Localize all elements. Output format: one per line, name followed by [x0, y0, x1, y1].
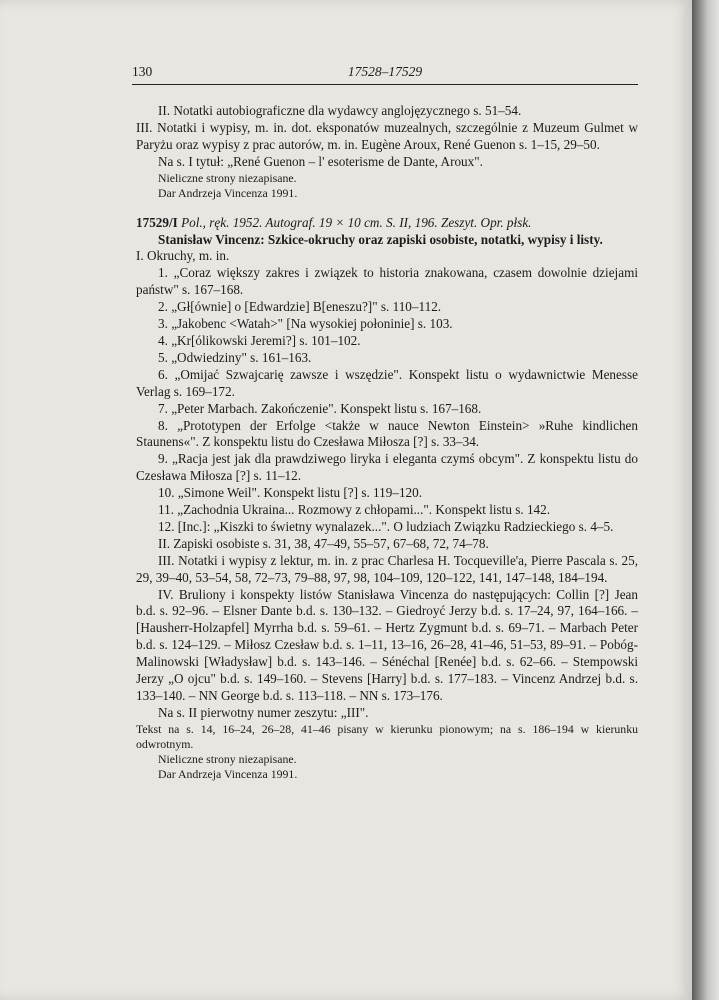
- entry-gap: [136, 201, 638, 215]
- list-item: 11. „Zachodnia Ukraina... Rozmowy z chłopami...". Konspekt listu s. 142.: [158, 502, 551, 518]
- entry-note: Nieliczne strony niezapisane.: [158, 170, 297, 185]
- list-item: 9. „Racja jest jak dla prawdziwego liryka i eleganta czymś obcym". Z konspektu listu do Czesława Miłosza [?] s. 11–12.: [136, 451, 638, 484]
- entry-note: Dar Andrzeja Vincenza 1991.: [158, 766, 298, 781]
- entry-line: III. Notatki i wypisy, m. in. dot. eksponatów muzealnych, szczególnie z Muzeum Gulmet w Paryżu oraz wypisy z prac autorów, m. in. Eugène Aroux, René Guenon s. 1–15, 29–50.: [136, 119, 638, 152]
- entry-note: Nieliczne strony niezapisane.: [158, 751, 297, 766]
- entry-line: Na s. I tytuł: „René Guenon – l' esoterisme de Dante, Aroux".: [158, 153, 483, 169]
- section-two: II. Zapiski osobiste s. 31, 38, 47–49, 55–57, 67–68, 72, 74–78.: [158, 535, 489, 551]
- list-item: 12. [Inc.]: „Kiszki to świetny wynalazek...". O ludziach Związku Radzieckiego s. 4–5.: [158, 518, 614, 534]
- list-item: 5. „Odwiedziny" s. 161–163.: [158, 349, 312, 365]
- entry-line: II. Notatki autobiograficzne dla wydawcy anglojęzycznego s. 51–54.: [158, 103, 522, 118]
- page-number: 130: [132, 64, 153, 79]
- entry-number: 17529/I: [136, 214, 178, 230]
- list-item: 8. „Prototypen der Erfolge <także w nauce Newton Einstein> »Ruhe kindlichen Staunens«". Z konspektu listu do Czesława Miłosza [?] s. 33–34.: [136, 417, 638, 450]
- entry-note: Dar Andrzeja Vincenza 1991.: [158, 185, 298, 200]
- title-note: Na s. II pierwotny numer zeszytu: „III".: [158, 704, 369, 720]
- section-three: III. Notatki i wypisy z lektur, m. in. z prac Charlesa H. Tocqueville'a, Pierre Pascala s. 25, 29, 39–40, 53–54, 58, 72–73, 79–88, 97, 98, 104–109, 120–122, 141, 147–148, 184–194.: [136, 552, 638, 585]
- entry-note: Tekst na s. 14, 16–24, 26–28, 41–46 pisany w kierunku pionowym; na s. 186–194 w kierunku odwrotnym.: [136, 721, 638, 751]
- catalog-text: [136, 103, 638, 782]
- list-item: 3. „Jakobenc <Watah>" [Na wysokiej połoninie] s. 103.: [158, 316, 453, 332]
- list-item: 2. „Gł[ównie] o [Edwardzie] B[eneszu?]" s. 110–112.: [158, 299, 442, 315]
- entry-range: 17528–17529: [347, 64, 423, 79]
- list-item: 6. „Omijać Szwajcarię zawsze i wszędzie". Konspekt listu o wydawnictwie Menesse Verlag s. 169–172.: [136, 366, 638, 399]
- list-item: 4. „Kr[ólikowski Jeremi?] s. 101–102.: [158, 332, 361, 348]
- book-spine-edge: [692, 0, 719, 1000]
- section-four: IV. Bruliony i konspekty listów Stanisława Vincenza do następujących: Collin [?] Jean b.d. s. 92–96. – Elsner Dante b.d. s. 130–132. – Giedroyć Jerzy b.d. s. 17–24, 97, 164–166. – [Hausherr-Holzapfel] Myrrha b.d. s. 59–61. – Hertz Zygmunt b.d. s. 69–71. – Marbach Peter b.d. s. 124–129. – Miłosz Czesław b.d. s. 1–11, 13–16, 26–28, 41–46, 51–53, 89–91. – Pobóg-Malinowski [Władysław] b.d. s. 143–146. – Sénéchal [Renée] b.d. s. 62–66. – Stempowski Jerzy „O ojcu" b.d. s. 149–160. – Stevens [Harry] b.d. s. 177–183. – Vincenz Andrzej b.d. s. 133–140. – NN George b.d. s. 113–118. – NN s. 173–176.: [136, 586, 638, 703]
- list-item: 10. „Simone Weil". Konspekt listu [?] s. 119–120.: [158, 485, 423, 501]
- section-heading: I. Okruchy, m. in.: [136, 248, 230, 264]
- entry-description: Pol., ręk. 1952. Autograf. 19 × 10 cm. S. II, 196. Zeszyt. Opr. płsk.: [181, 214, 532, 230]
- entry-title: Stanisław Vincenz: Szkice-okruchy oraz zapiski osobiste, notatki, wypisy i listy.: [158, 231, 603, 247]
- entry-heading: [136, 215, 638, 232]
- list-item: 1. „Coraz większy zakres i związek to historia znakowana, czasem dowolnie dziejami państw" s. 167–168.: [136, 265, 638, 298]
- running-header: [132, 62, 638, 85]
- list-item: 7. „Peter Marbach. Zakończenie". Konspekt listu s. 167–168.: [158, 400, 482, 416]
